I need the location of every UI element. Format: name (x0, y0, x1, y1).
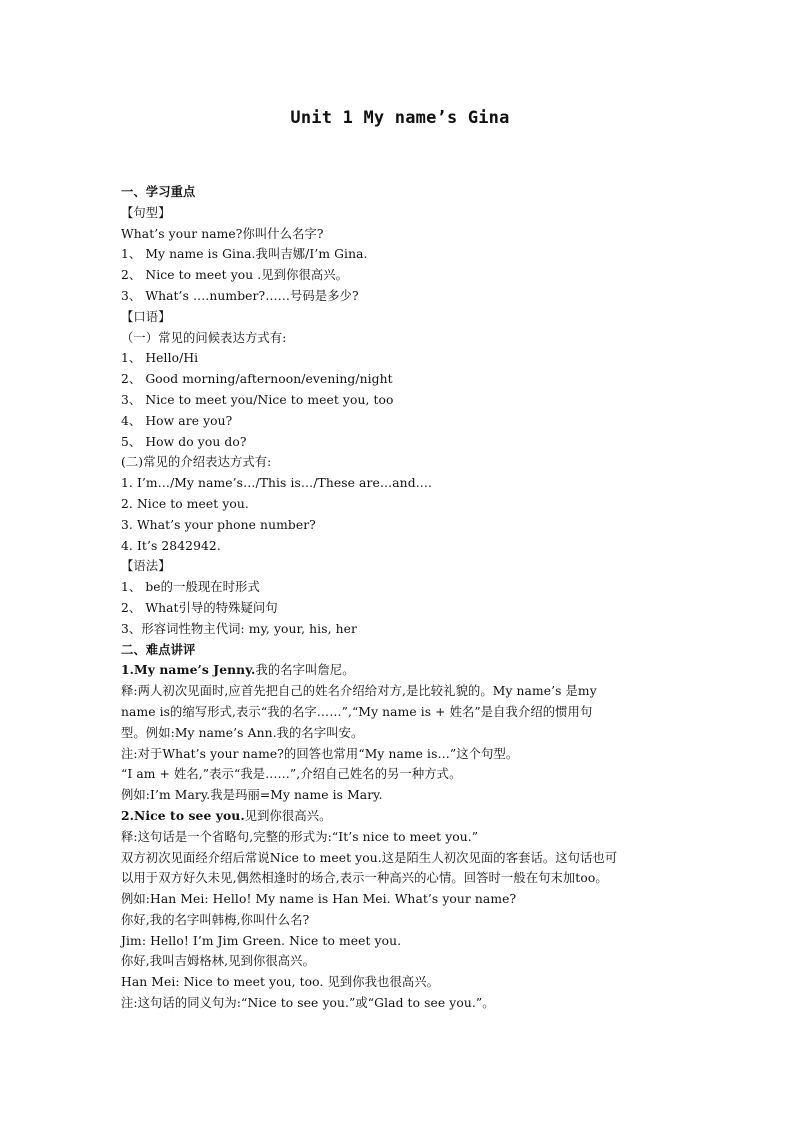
text-line: 2、 Nice to meet you .见到你很高兴。 (121, 268, 349, 283)
text-line: 3. What’s your phone number? (121, 517, 316, 532)
text-line: What’s your name?你叫什么名字? (121, 226, 324, 241)
text-line: 【口语】 (121, 309, 171, 324)
text-line: 1、 My name is Gina.我叫吉娜/I’m Gina. (121, 247, 368, 262)
document-body (121, 182, 681, 1014)
text-line: Jim: Hello! I’m Jim Green. Nice to meet you. (121, 933, 402, 948)
section-heading: 一、学习重点 (121, 185, 196, 199)
key-point-translation: 我的名字叫詹尼。 (255, 663, 355, 678)
text-line: （一）常见的问候表达方式有: (121, 330, 287, 345)
text-line: 4. It’s 2842942. (121, 538, 221, 553)
text-line: 释:这句话是一个省略句,完整的形式为:“It’s nice to meet you.” (121, 829, 479, 844)
text-line: 1. I’m…/My name’s…/This is…/These are…and…. (121, 476, 433, 491)
text-line: 1、 be的一般现在时形式 (121, 580, 260, 595)
text-line: 3、 Nice to meet you/Nice to meet you, too (121, 392, 394, 407)
key-point-translation: 见到你很高兴。 (244, 808, 332, 823)
text-line: 3、 What’s ….number?……号码是多少? (121, 288, 359, 303)
key-point-line (121, 660, 681, 681)
key-point-phrase: 1.My name’s Jenny. (121, 662, 256, 678)
text-line: (二)常见的介绍表达方式有: (121, 455, 272, 470)
text-line: 【语法】 (121, 559, 171, 574)
text-line: 2、 Good morning/afternoon/evening/night (121, 372, 393, 387)
text-line: 双方初次见面经介绍后常说Nice to meet you.这是陌生人初次见面的客套话。这句话也可 (121, 850, 618, 865)
key-point-line (121, 806, 681, 827)
text-line: Han Mei: Nice to meet you, too. 见到你我也很高兴。 (121, 975, 440, 990)
section-heading: 二、难点讲评 (121, 642, 196, 657)
text-line: 你好,我叫吉姆格林,见到你很高兴。 (121, 954, 315, 969)
text-line: 2、 What引导的特殊疑问句 (121, 600, 278, 615)
text-line: 1、 Hello/Hi (121, 351, 199, 366)
text-line: 例如:Han Mei: Hello! My name is Han Mei. What’s your name? (121, 892, 517, 907)
text-line: 3、形容词性物主代词: my, your, his, her (121, 621, 358, 636)
text-line: 5、 How do you do? (121, 434, 247, 449)
text-line: 【句型】 (121, 205, 171, 220)
text-line: 型。例如:My name’s Ann.我的名字叫安。 (121, 725, 364, 740)
text-line: name is的缩写形式,表示“我的名字……”,“My name is + 姓名”是自我介绍的惯用句 (121, 704, 593, 719)
text-line: 2. Nice to meet you. (121, 496, 249, 511)
text-line: 你好,我的名字叫韩梅,你叫什么名? (121, 912, 310, 927)
key-point-phrase: 2.Nice to see you. (121, 807, 245, 823)
text-line: 注:对于What’s your name?的回答也常用“My name is…”这个句型。 (121, 746, 519, 761)
text-line: 例如:I’m Mary.我是玛丽=My name is Mary. (121, 788, 383, 803)
document-title: Unit 1 My name’s Gina (290, 108, 510, 128)
text-line: 释:两人初次见面时,应首先把自己的姓名介绍给对方,是比较礼貌的。My name’s 是my (121, 684, 597, 699)
text-line: 注:这句话的同义句为:“Nice to see you.”或“Glad to see you.”。 (121, 996, 495, 1011)
text-line: 4、 How are you? (121, 413, 233, 428)
text-line: 以用于双方好久未见,偶然相逢时的场合,表示一种高兴的心情。回答时一般在句末加too。 (121, 871, 608, 886)
text-line: “I am + 姓名,”表示“我是……”,介绍自己姓名的另一种方式。 (121, 767, 462, 782)
